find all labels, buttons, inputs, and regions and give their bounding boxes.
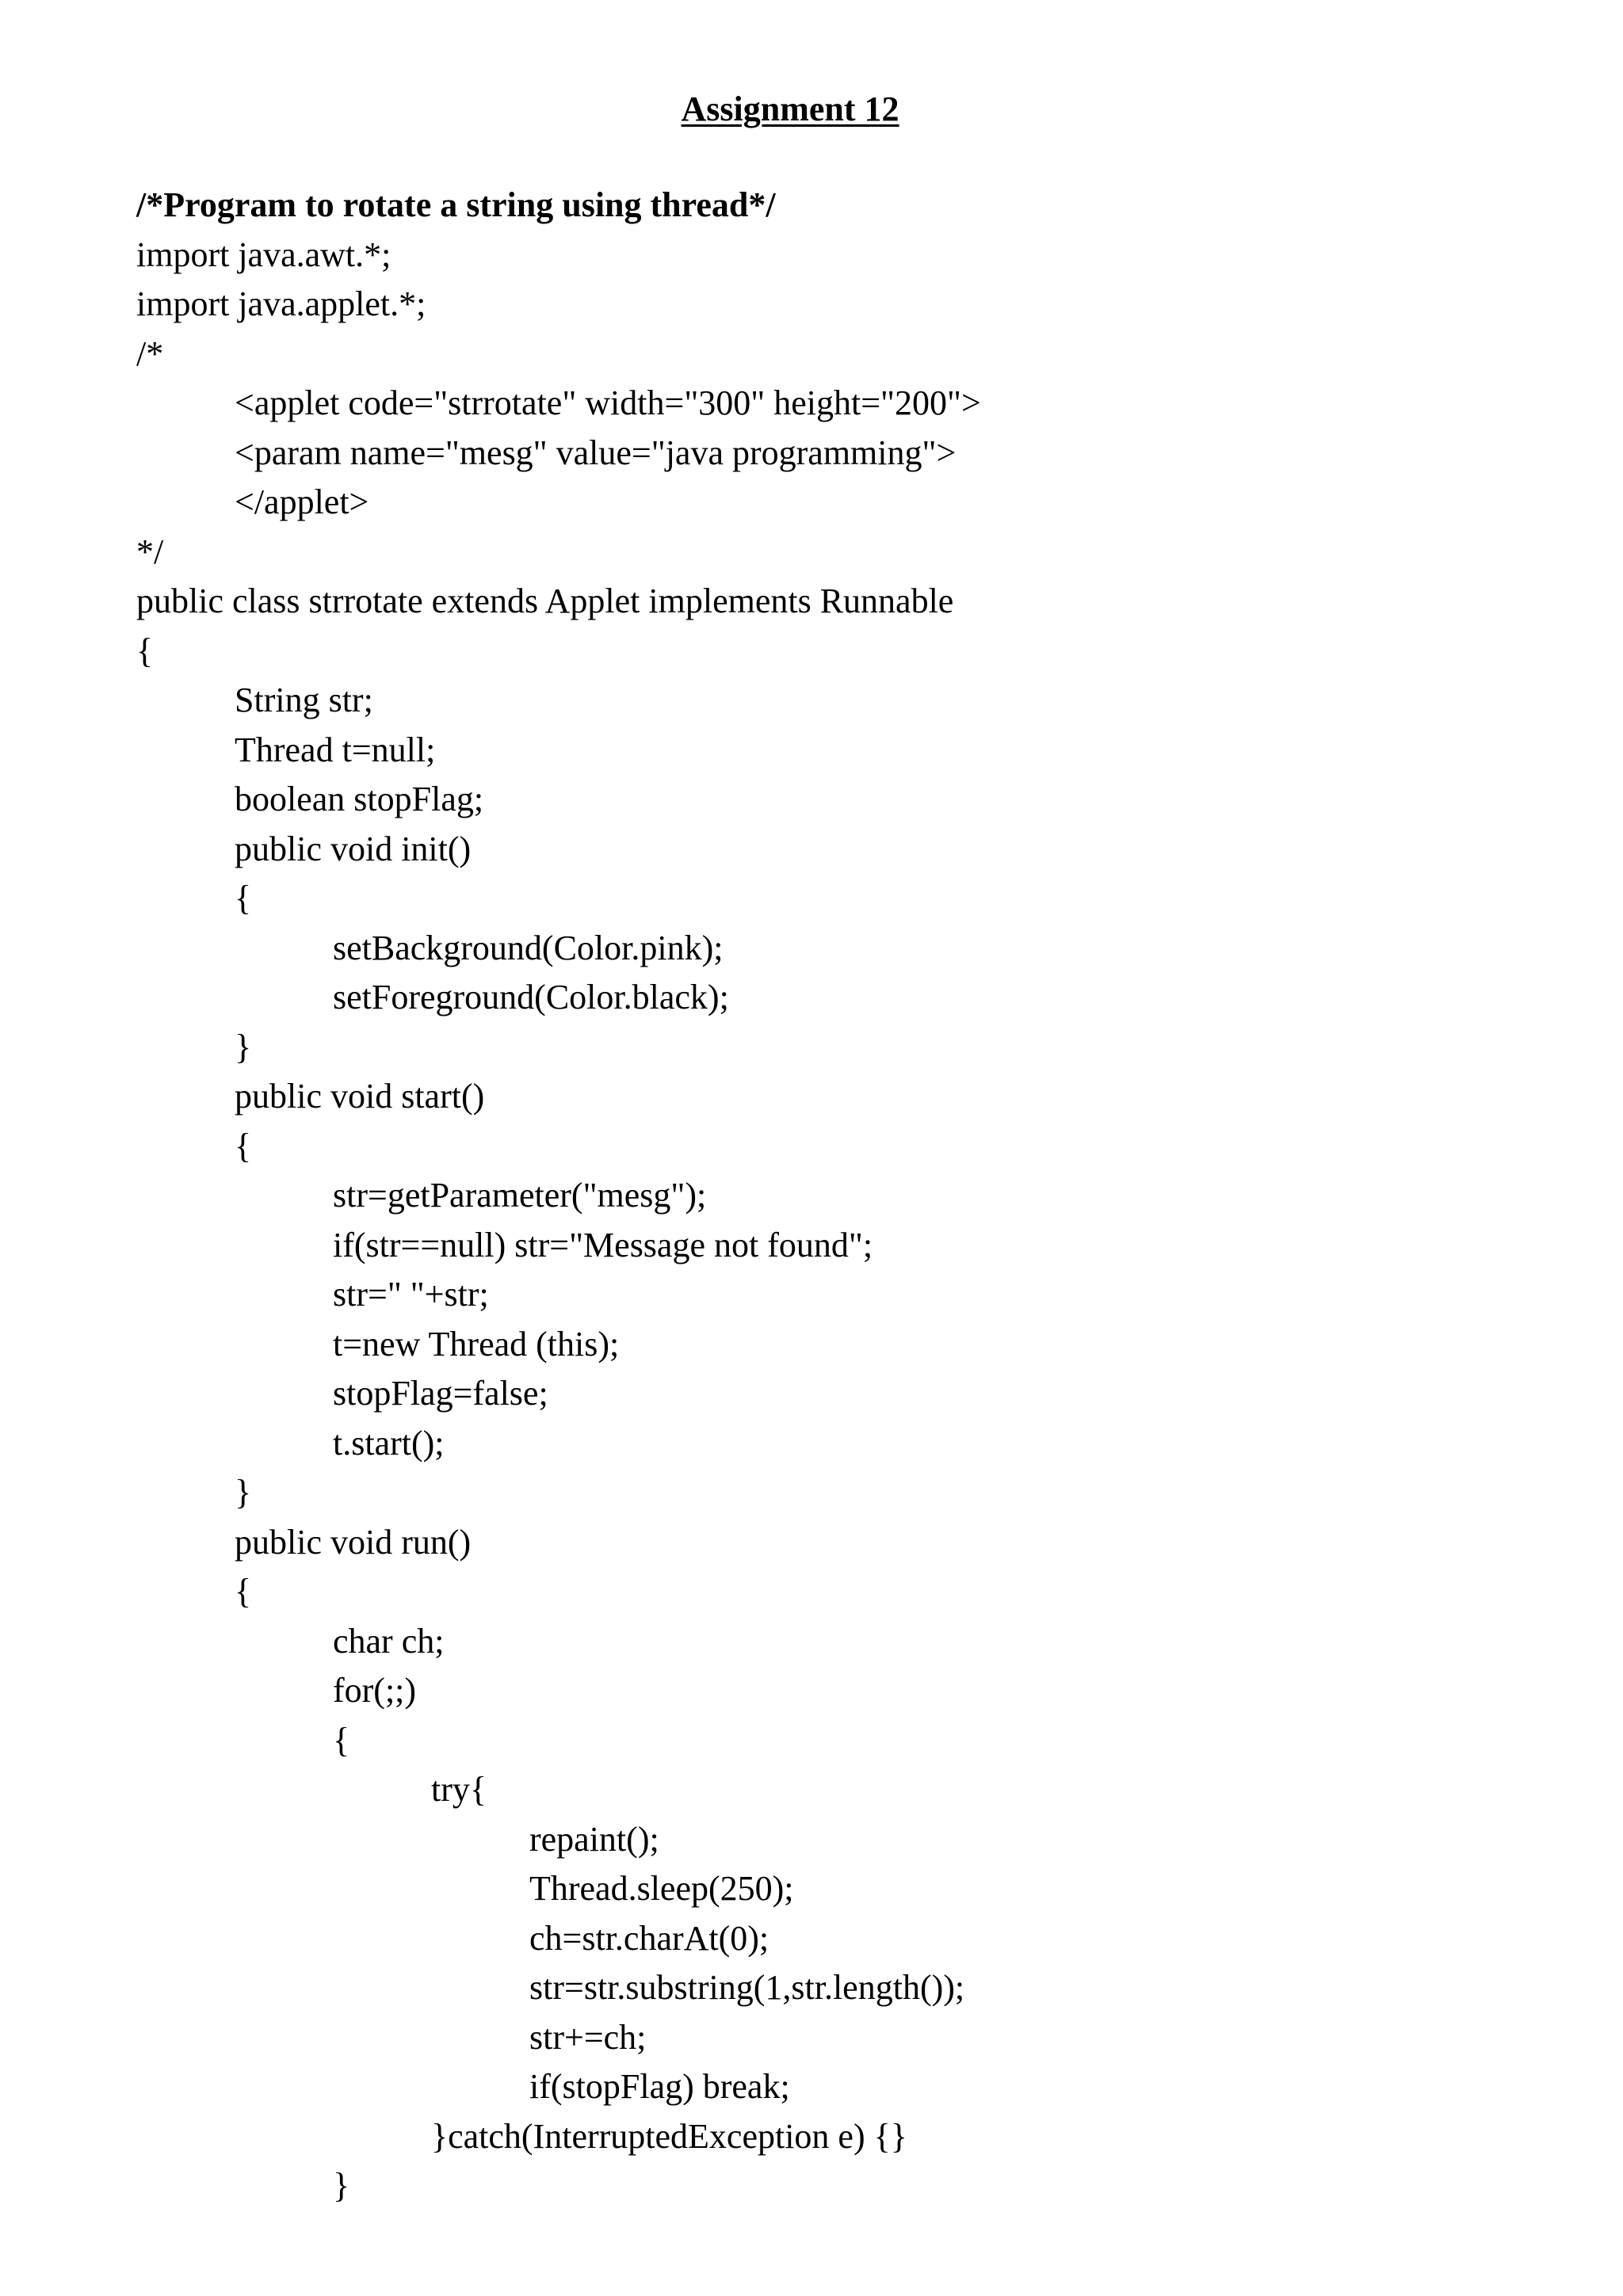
code-line: setForeground(Color.black); (333, 978, 729, 1016)
code-line: }catch(InterruptedException e) {} (431, 2116, 907, 2156)
code-line: { (235, 879, 252, 917)
code-line: /* (136, 334, 164, 373)
code-line: public void run() (235, 1522, 472, 1562)
code-line: ch=str.charAt(0); (529, 1918, 769, 1958)
code-line: setBackground(Color.pink); (333, 928, 724, 967)
code-line: stopFlag=false; (333, 1374, 548, 1413)
code-line: public void start() (235, 1077, 485, 1116)
code-line: str=" "+str; (333, 1275, 489, 1314)
code-line: str+=ch; (529, 2017, 647, 2057)
code-line: } (333, 2166, 350, 2205)
code-line: str=getParameter("mesg"); (333, 1176, 707, 1215)
code-line: Thread.sleep(250); (529, 1869, 794, 1908)
code-line: { (136, 631, 154, 670)
code-line: } (235, 1027, 252, 1066)
code-line: <applet code="strrotate" width="300" height="200"> (235, 383, 981, 422)
code-line: import java.applet.*; (136, 284, 426, 323)
code-line: */ (136, 532, 164, 571)
code-line: t=new Thread (this); (333, 1324, 620, 1363)
page-title: Assignment 12 (681, 90, 899, 128)
code-line: boolean stopFlag; (235, 780, 484, 818)
code-line: public void init() (235, 829, 472, 868)
code-line: if(stopFlag) break; (529, 2067, 790, 2106)
code-line: { (235, 1572, 252, 1611)
code-line: if(str==null) str="Message not found"; (333, 1225, 873, 1264)
code-line: </applet> (235, 482, 369, 521)
code-line: } (235, 1473, 252, 1512)
code-line: String str; (235, 681, 373, 719)
code-line: char ch; (333, 1621, 445, 1661)
code-line: try{ (431, 1770, 487, 1809)
code-line: for(;;) (333, 1671, 417, 1710)
code-listing (136, 181, 1579, 2211)
code-line: t.start(); (333, 1423, 445, 1463)
code-line: repaint(); (529, 1819, 659, 1859)
code-line: str=str.substring(1,str.length()); (529, 1968, 965, 2007)
code-line: { (235, 1126, 252, 1165)
code-line: import java.awt.*; (136, 235, 391, 274)
code-line: { (333, 1720, 350, 1760)
code-line: Thread t=null; (235, 730, 436, 769)
code-line: <param name="mesg" value="java programming"> (235, 433, 957, 472)
code-line: public class strrotate extends Applet implements Runnable (136, 582, 954, 620)
program-comment-heading: /*Program to rotate a string using thread*/ (136, 185, 776, 224)
